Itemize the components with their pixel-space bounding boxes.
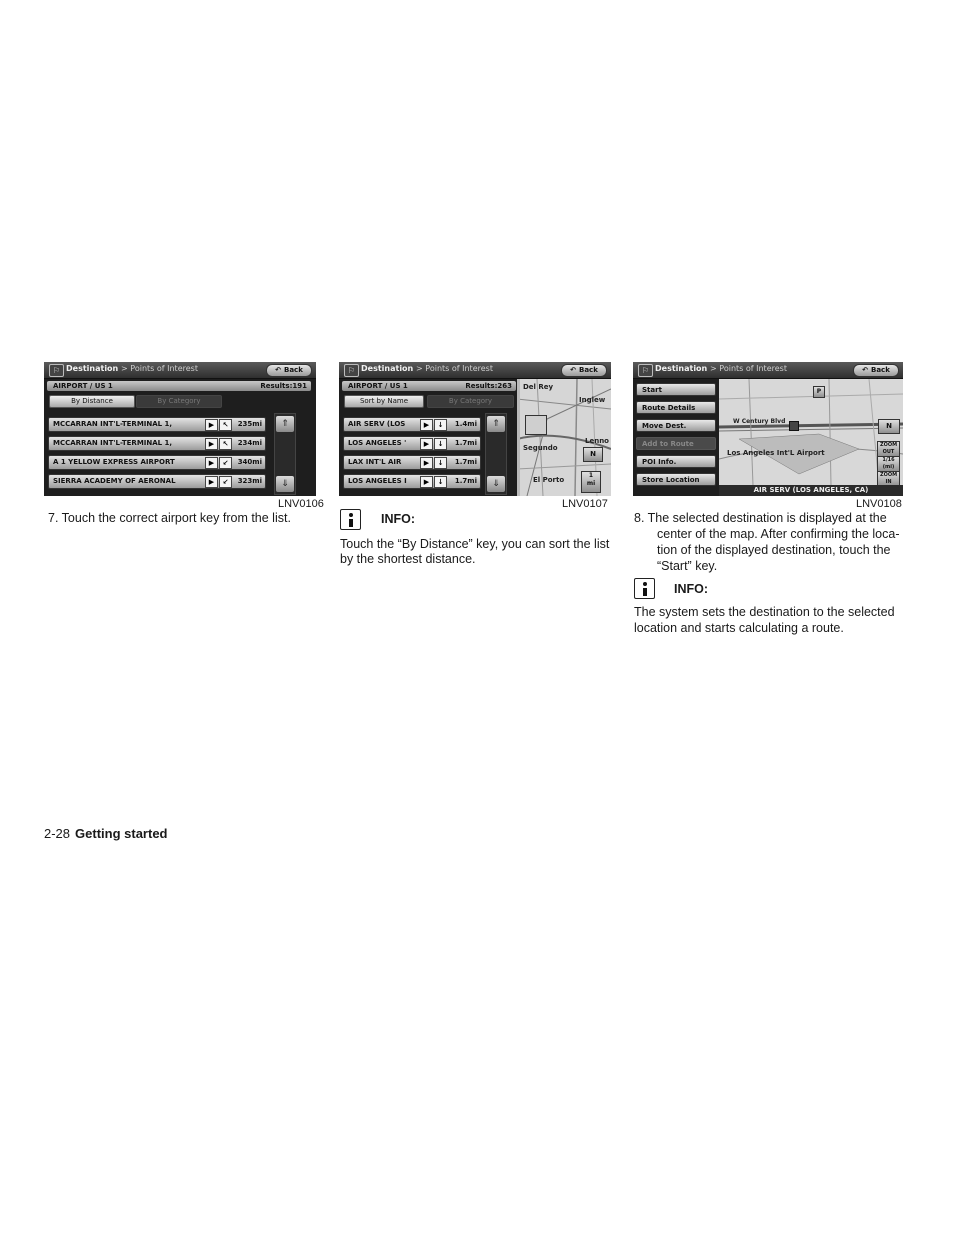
map-label: Lenno <box>585 437 609 445</box>
direction-arrow-icon: ↙ <box>219 476 232 488</box>
map-view[interactable] <box>517 379 611 496</box>
direction-arrow-icon: ↙ <box>219 457 232 469</box>
info-heading: INFO: <box>674 582 709 596</box>
map-label: W Century Blvd <box>733 418 786 425</box>
location-name: AIR SERV (LOS ANGELES, CA) <box>719 485 903 496</box>
map-scale: 1/16 (mi) <box>877 456 900 472</box>
play-icon: ▶ <box>420 419 433 431</box>
list-item[interactable]: MCCARRAN INT'L-TERMINAL 1, ▶ ↖ 234mi <box>48 436 266 451</box>
zoom-out-button[interactable]: ZOOM OUT <box>877 441 900 457</box>
info-icon <box>634 578 655 599</box>
screen-title: Destination > Points of Interest <box>361 364 493 373</box>
play-icon: ▶ <box>205 476 218 488</box>
list-item[interactable]: LAX INT'L AIR ▶ ↓ 1.7mi <box>343 455 481 470</box>
zoom-in-button[interactable]: ZOOM IN <box>877 471 900 487</box>
section-title: Getting started <box>75 826 168 841</box>
step-7-text: 7. Touch the correct airport key from the list. <box>48 511 291 525</box>
page-number: 2-28 <box>44 826 71 841</box>
map-view[interactable] <box>719 379 903 485</box>
store-location-button[interactable]: Store Location <box>636 473 716 486</box>
info-text-line: location and starts calculating a route. <box>634 621 844 635</box>
info-text-line: Touch the “By Distance” key, you can sort the list <box>340 537 610 551</box>
map-roads <box>719 379 903 485</box>
screenshot-destination-map <box>633 362 903 496</box>
list-item[interactable]: AIR SERV (LOS ▶ ↓ 1.4mi <box>343 417 481 432</box>
results-header: AIRPORT / US 1 Results:191 <box>47 381 311 391</box>
figure-code: LNV0106 <box>278 498 324 510</box>
direction-arrow-icon: ↓ <box>434 457 447 469</box>
list-item[interactable]: SIERRA ACADEMY OF AERONAL ▶ ↙ 323mi <box>48 474 266 489</box>
tab-by-category[interactable]: By Category <box>136 395 222 408</box>
map-label: Los Angeles Int'L Airport <box>727 449 825 457</box>
tab-by-category[interactable]: By Category <box>427 395 514 408</box>
scrollbar[interactable] <box>274 413 296 495</box>
poi-info-button[interactable]: POI Info. <box>636 455 716 468</box>
play-icon: ▶ <box>420 457 433 469</box>
scroll-down-icon[interactable]: ⇓ <box>276 476 294 492</box>
list-item[interactable]: LOS ANGELES ' ▶ ↓ 1.7mi <box>343 436 481 451</box>
info-text-line: by the shortest distance. <box>340 552 476 566</box>
step-8-text: “Start” key. <box>657 559 718 573</box>
scroll-up-icon[interactable]: ⇑ <box>487 416 505 432</box>
results-header: AIRPORT / US 1 Results:263 <box>342 381 516 391</box>
destination-pin-icon <box>525 415 547 435</box>
direction-arrow-icon: ↓ <box>434 438 447 450</box>
destination-icon: ⚐ <box>638 364 653 377</box>
back-button[interactable]: ↶ Back <box>853 364 899 377</box>
step-8-text: center of the map. After confirming the loca- <box>657 527 900 541</box>
page-footer <box>44 826 168 841</box>
direction-arrow-icon: ↖ <box>219 438 232 450</box>
screen-title: Destination > Points of Interest <box>66 364 198 373</box>
direction-arrow-icon: ↖ <box>219 419 232 431</box>
map-label: El Porto <box>533 476 565 484</box>
play-icon: ▶ <box>205 457 218 469</box>
direction-arrow-icon: ↓ <box>434 419 447 431</box>
destination-icon: ⚐ <box>344 364 359 377</box>
parking-icon: P <box>813 386 825 398</box>
destination-flag-icon <box>789 421 799 431</box>
tab-sort-by-name[interactable]: Sort by Name <box>344 395 424 408</box>
list-item[interactable]: LOS ANGELES I ▶ ↓ 1.7mi <box>343 474 481 489</box>
back-icon: ↶ <box>570 366 576 374</box>
back-button[interactable]: ↶ Back <box>266 364 312 377</box>
play-icon: ▶ <box>420 438 433 450</box>
figure-code: LNV0108 <box>856 498 902 510</box>
info-text-line: The system sets the destination to the selected <box>634 605 895 619</box>
move-dest-button[interactable]: Move Dest. <box>636 419 716 432</box>
scroll-up-icon[interactable]: ⇑ <box>276 416 294 432</box>
step-8-text: tion of the displayed destination, touch the <box>657 543 891 557</box>
list-item[interactable]: A 1 YELLOW EXPRESS AIRPORT ▶ ↙ 340mi <box>48 455 266 470</box>
route-details-button[interactable]: Route Details <box>636 401 716 414</box>
screenshot-poi-by-distance <box>44 362 316 496</box>
direction-arrow-icon: ↓ <box>434 476 447 488</box>
back-button[interactable]: ↶ Back <box>561 364 607 377</box>
back-icon: ↶ <box>275 366 281 374</box>
scrollbar[interactable] <box>485 413 507 495</box>
north-icon[interactable]: N <box>583 447 603 462</box>
title-bar <box>339 362 611 379</box>
play-icon: ▶ <box>420 476 433 488</box>
play-icon: ▶ <box>205 419 218 431</box>
north-icon[interactable]: N <box>878 419 900 434</box>
list-item[interactable]: MCCARRAN INT'L-TERMINAL 1, ▶ ↖ 235mi <box>48 417 266 432</box>
back-icon: ↶ <box>862 366 868 374</box>
destination-icon: ⚐ <box>49 364 64 377</box>
title-bar <box>633 362 903 379</box>
screenshot-poi-sort-by-name <box>339 362 611 496</box>
map-scale[interactable]: 1 mi <box>581 471 601 493</box>
add-to-route-button[interactable]: Add to Route <box>636 437 716 450</box>
start-button[interactable]: Start <box>636 383 716 396</box>
screen-title: Destination > Points of Interest <box>655 364 787 373</box>
map-label: Inglew <box>579 396 606 404</box>
info-icon <box>340 509 361 530</box>
step-8-text: 8. The selected destination is displayed at the <box>634 511 887 525</box>
figure-code: LNV0107 <box>562 498 608 510</box>
play-icon: ▶ <box>205 438 218 450</box>
info-heading: INFO: <box>381 512 416 526</box>
scroll-down-icon[interactable]: ⇓ <box>487 476 505 492</box>
tab-by-distance[interactable]: By Distance <box>49 395 135 408</box>
map-label: Del Rey <box>523 383 554 391</box>
map-label: Segundo <box>523 444 558 452</box>
title-bar <box>44 362 316 379</box>
